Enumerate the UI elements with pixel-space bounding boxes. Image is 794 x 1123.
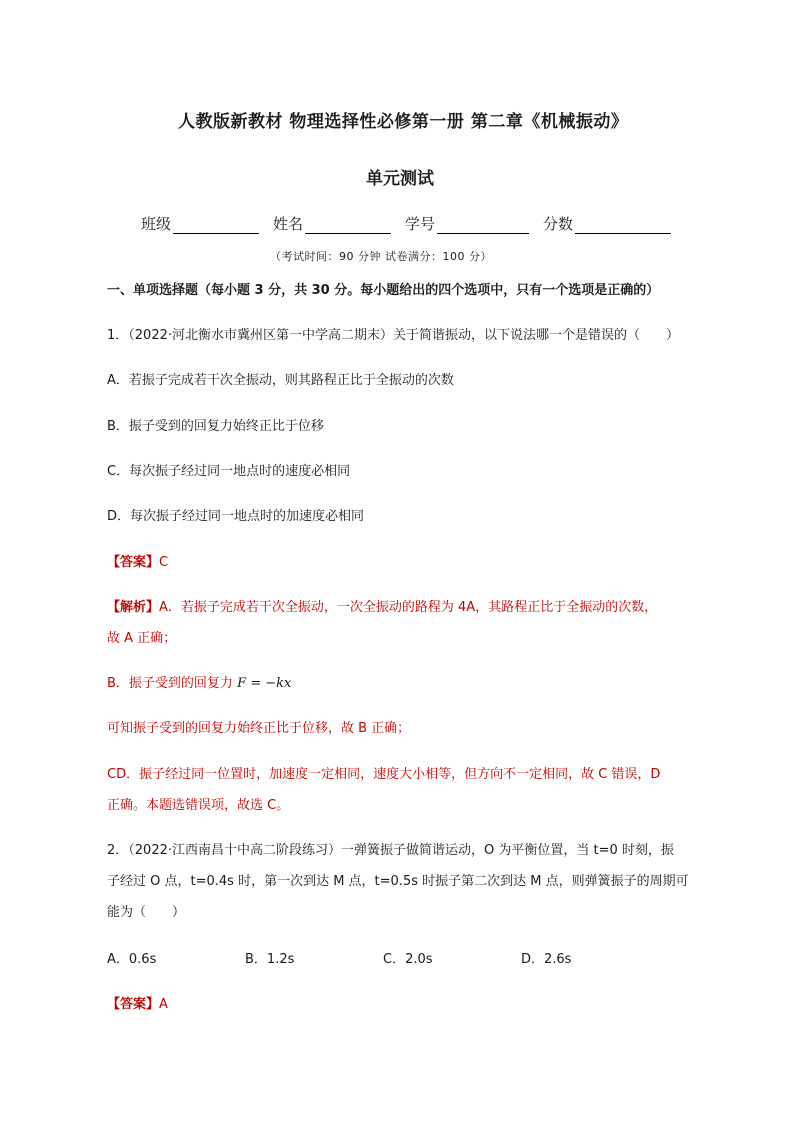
page-subtitle: 单元测试 [366, 169, 434, 189]
answer-value: A [159, 997, 168, 1012]
answer-label: 【答案】 [107, 555, 160, 570]
page-title: 人教版新教材 物理选择性必修第一册 第二章《机械振动》 [178, 112, 629, 132]
question-2-stem-line-3: 能为（ ） [107, 905, 186, 920]
class-field[interactable] [141, 213, 259, 234]
question-2-option-b: B．1.2s [245, 952, 295, 967]
score-label: 分数 [543, 215, 574, 233]
question-2-stem-line-2: 子经过 O 点，t=0.4s 时，第一次到达 M 点，t=0.5s 时振子第二次到达 M 点，则弹簧振子的周期可 [107, 874, 689, 889]
answer-label: 【答案】 [107, 997, 160, 1012]
question-1-answer [107, 551, 168, 570]
question-2-option-d: D．2.6s [521, 952, 572, 967]
student-id-label: 学号 [405, 215, 436, 233]
student-id-field[interactable] [405, 213, 529, 234]
question-2-stem-line-1: 2．（2022·江西南昌十中高二阶段练习）一弹簧振子做简谐运动，O 为平衡位置，当 t=0 时刻，振 [107, 843, 674, 858]
question-1-option-a: A．若振子完成若干次全振动，则其路程正比于全振动的次数 [107, 373, 454, 388]
question-1-analysis-line-6: 正确。本题选错误项，故选 C。 [107, 798, 290, 813]
question-2-option-c: C．2.0s [383, 952, 433, 967]
question-1-analysis-line-4: 可知振子受到的回复力始终正比于位移，故 B 正确； [107, 721, 411, 736]
analysis-text: A．若振子完成若干次全振动，一次全振动的路程为 4A，其路程正比于全振动的次数， [159, 600, 658, 615]
class-label: 班级 [141, 215, 172, 233]
name-label: 姓名 [273, 215, 304, 233]
answer-value: C [159, 555, 169, 570]
student-info-row [141, 213, 671, 234]
student-id-blank[interactable] [437, 219, 529, 234]
question-1-analysis-line-2: 故 A 正确； [107, 631, 177, 646]
analysis-b-text: B．振子受到的回复力 [107, 676, 233, 691]
question-1-analysis-line-3 [107, 672, 291, 691]
question-2-option-a: A．0.6s [107, 952, 157, 967]
question-1-option-c: C．每次振子经过同一地点时的速度必相同 [107, 464, 351, 479]
question-1-option-d: D．每次振子经过同一地点时的加速度必相同 [107, 509, 365, 524]
restoring-force-formula: F = −kx [237, 676, 292, 691]
question-1-analysis-line-1 [107, 596, 657, 615]
question-2-answer [107, 993, 168, 1012]
analysis-label: 【解析】 [107, 600, 160, 615]
score-blank[interactable] [575, 219, 671, 234]
question-1-analysis-line-5: CD．振子经过同一位置时，加速度一定相同，速度大小相等，但方向不一定相同，故 C 错误，D [107, 767, 661, 782]
exam-note: （考试时间：90 分钟 试卷满分：100 分） [270, 250, 492, 263]
name-blank[interactable] [305, 219, 391, 234]
class-blank[interactable] [173, 219, 259, 234]
name-field[interactable] [273, 213, 391, 234]
question-1-stem: 1．（2022·河北衡水市冀州区第一中学高二期末）关于简谐振动，以下说法哪一个是错误的（ ） [107, 328, 679, 343]
question-1-option-b: B．振子受到的回复力始终正比于位移 [107, 419, 324, 434]
score-field[interactable] [543, 213, 671, 234]
section-heading: 一、单项选择题（每小题 3 分，共 30 分。每小题给出的四个选项中，只有一个选项是正确的） [107, 283, 660, 298]
